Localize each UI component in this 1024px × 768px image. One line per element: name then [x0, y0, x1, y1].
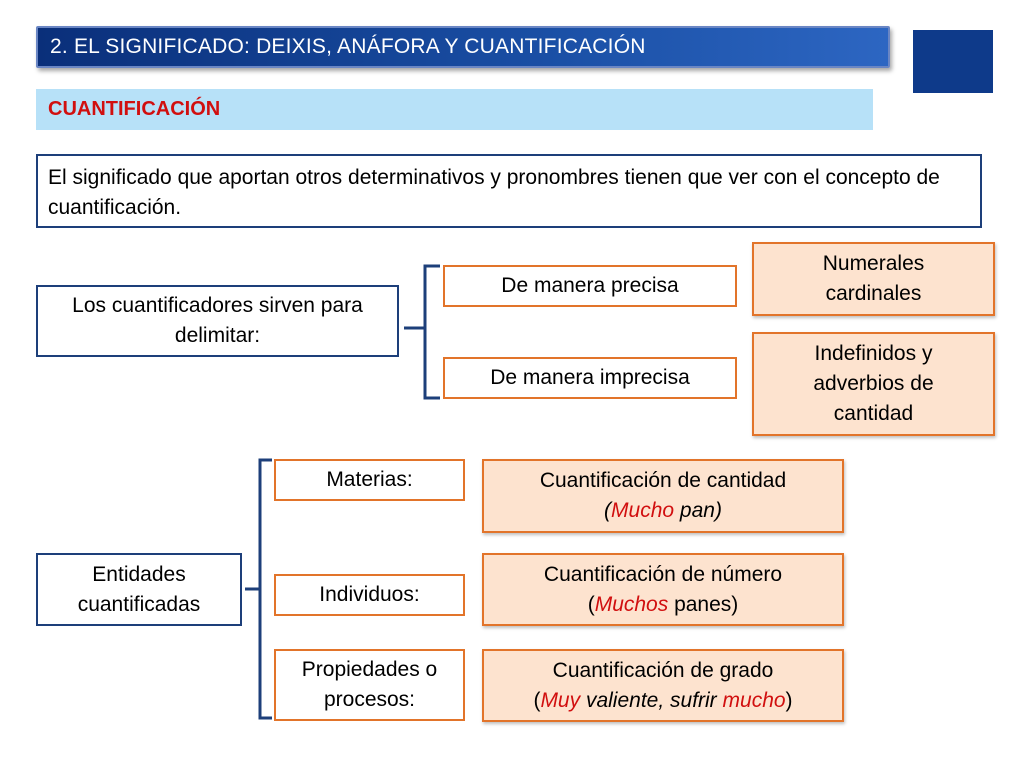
grado-title: Cuantificación de grado [552, 658, 774, 682]
intro-text: El significado que aportan otros determinativos y pronombres tienen que ver con el concepto de cuantificación. [48, 166, 940, 219]
bracket-entities [245, 460, 272, 718]
grado-example: (Muy valiente, sufrir mucho) [533, 688, 793, 712]
numero-example: (Muchos panes) [587, 592, 739, 616]
slide-title-text: 2. EL SIGNIFICADO: DEIXIS, ANÁFORA Y CUANTIFICACIÓN [50, 35, 646, 58]
imprecise-box [443, 357, 737, 399]
delimit-label: Los cuantificadores sirven para delimitar: [72, 294, 363, 347]
cantidad-box [482, 459, 844, 533]
numerales-box [752, 242, 995, 316]
section-subtitle-text: CUANTIFICACIÓN [48, 98, 221, 120]
cantidad-title: Cuantificación de cantidad [539, 469, 787, 492]
numerales-label: Numerales cardinales [822, 252, 925, 305]
entities-label: Entidades cuantificadas [77, 562, 201, 616]
individuos-box [274, 574, 465, 616]
numero-title: Cuantificación de número [543, 562, 783, 586]
indefinidos-box [752, 332, 995, 436]
entities-label-box [36, 553, 242, 626]
imprecise-label: De manera imprecisa [490, 366, 690, 389]
precise-box [443, 265, 737, 307]
numero-box [482, 553, 844, 626]
cantidad-example: (Mucho pan) [604, 499, 722, 522]
materias-label: Materias: [326, 468, 413, 491]
materias-box [274, 459, 465, 501]
delimit-label-box [36, 285, 399, 357]
grado-box [482, 649, 844, 722]
propiedades-box [274, 649, 465, 721]
propiedades-label: Propiedades o procesos: [301, 658, 438, 711]
individuos-label: Individuos: [319, 583, 420, 606]
bracket-delimit [404, 266, 440, 398]
indefinidos-label: Indefinidos y adverbios de cantidad [813, 342, 934, 425]
precise-label: De manera precisa [501, 274, 679, 297]
